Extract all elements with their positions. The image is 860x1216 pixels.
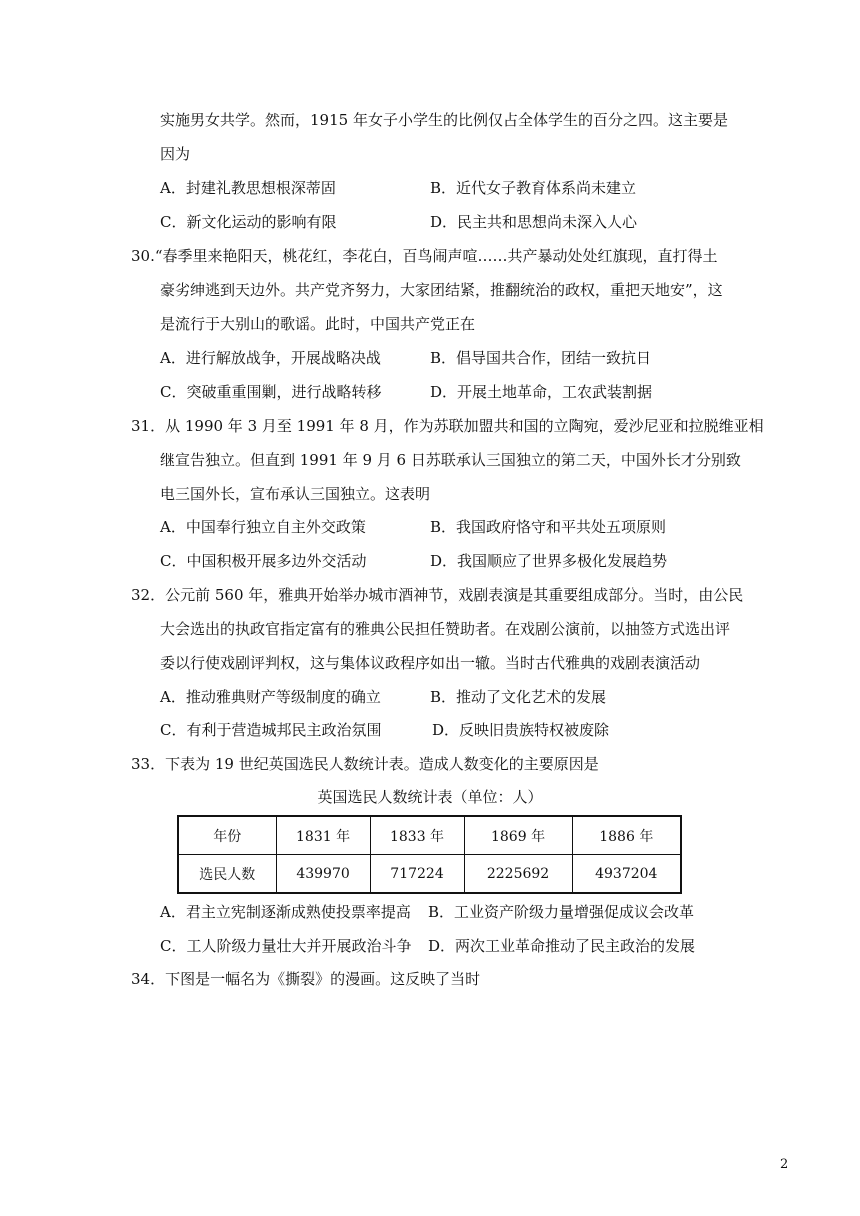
table-cell: 439970 <box>276 855 370 894</box>
q32-option-a: A．推动雅典财产等级制度的确立 <box>160 688 381 706</box>
voter-statistics-table <box>177 815 682 894</box>
q33-option-a: A．君主立宪制逐渐成熟使投票率提高 <box>160 903 411 921</box>
q29-option-c: C．新文化运动的影响有限 <box>160 213 337 231</box>
q32-option-d: D．反映旧贵族特权被废除 <box>432 721 610 739</box>
q33-stem: 33．下表为 19 世纪英国选民人数统计表。造成人数变化的主要原因是 <box>131 755 599 773</box>
q29-stem-line-2: 因为 <box>160 145 191 163</box>
table-row <box>178 855 681 894</box>
table-cell: 717224 <box>370 855 464 894</box>
q30-stem-line-3: 是流行于大别山的歌谣。此时，中国共产党正在 <box>160 315 476 333</box>
q30-option-c: C．突破重重围剿，进行战略转移 <box>160 383 382 401</box>
q30-option-d: D．开展土地革命，工农武装割据 <box>430 383 653 401</box>
table-header-row <box>178 816 681 855</box>
q29-option-a: A．封建礼教思想根深蒂固 <box>160 179 336 197</box>
q33-table-caption: 英国选民人数统计表（单位：人） <box>317 788 543 806</box>
q34-stem: 34．下图是一幅名为《撕裂》的漫画。这反映了当时 <box>131 970 481 988</box>
q30-option-b: B．倡导国共合作，团结一致抗日 <box>430 349 652 367</box>
q32-stem-line-1: 32．公元前 560 年，雅典开始举办城市酒神节，戏剧表演是其重要组成部分。当时，由公民 <box>131 586 744 604</box>
table-cell: 1869 年 <box>464 816 572 855</box>
page-number: 2 <box>780 1157 789 1172</box>
table-cell: 年份 <box>178 816 276 855</box>
q30-option-a: A．进行解放战争，开展战略决战 <box>160 349 381 367</box>
q32-option-b: B．推动了文化艺术的发展 <box>430 688 607 706</box>
q30-stem-line-2: 豪劣绅逃到天边外。共产党齐努力，大家团结紧，推翻统治的政权，重把天地安”，这 <box>160 281 723 299</box>
q29-stem-line-1: 实施男女共学。然而，1915 年女子小学生的比例仅占全体学生的百分之四。这主要是 <box>160 111 728 129</box>
q31-option-d: D．我国顺应了世界多极化发展趋势 <box>430 552 668 570</box>
table-cell: 4937204 <box>572 855 681 894</box>
q29-option-b: B．近代女子教育体系尚未建立 <box>430 179 637 197</box>
q31-option-c: C．中国积极开展多边外交活动 <box>160 552 367 570</box>
q33-option-b: B．工业资产阶级力量增强促成议会改革 <box>428 903 695 921</box>
q32-stem-line-2: 大会选出的执政官指定富有的雅典公民担任赞助者。在戏剧公演前，以抽签方式选出评 <box>160 620 731 638</box>
q33-option-c: C．工人阶级力量壮大并开展政治斗争 <box>160 937 412 955</box>
q32-option-c: C．有利于营造城邦民主政治氛围 <box>160 721 382 739</box>
table-cell: 1833 年 <box>370 816 464 855</box>
q31-stem-line-3: 电三国外长，宣布承认三国独立。这表明 <box>160 485 431 503</box>
table-cell: 1831 年 <box>276 816 370 855</box>
table-cell: 选民人数 <box>178 855 276 894</box>
q31-option-a: A．中国奉行独立自主外交政策 <box>160 518 366 536</box>
q33-option-d: D．两次工业革命推动了民主政治的发展 <box>428 937 696 955</box>
q31-option-b: B．我国政府恪守和平共处五项原则 <box>430 518 667 536</box>
table-cell: 2225692 <box>464 855 572 894</box>
q31-stem-line-2: 继宣告独立。但直到 1991 年 9 月 6 日苏联承认三国独立的第二天，中国外长才分别致 <box>160 451 741 469</box>
table-cell: 1886 年 <box>572 816 681 855</box>
q29-option-d: D．民主共和思想尚未深入人心 <box>430 213 638 231</box>
q31-stem-line-1: 31．从 1990 年 3 月至 1991 年 8 月，作为苏联加盟共和国的立陶宛，爱沙尼亚和拉脱维亚相 <box>131 417 764 435</box>
q32-stem-line-3: 委以行使戏剧评判权，这与集体议政程序如出一辙。当时古代雅典的戏剧表演活动 <box>160 654 701 672</box>
q30-stem-line-1: 30.“春季里来艳阳天，桃花红，李花白，百鸟闹声喧……共产暴动处处红旗现，直打得土 <box>131 247 718 265</box>
